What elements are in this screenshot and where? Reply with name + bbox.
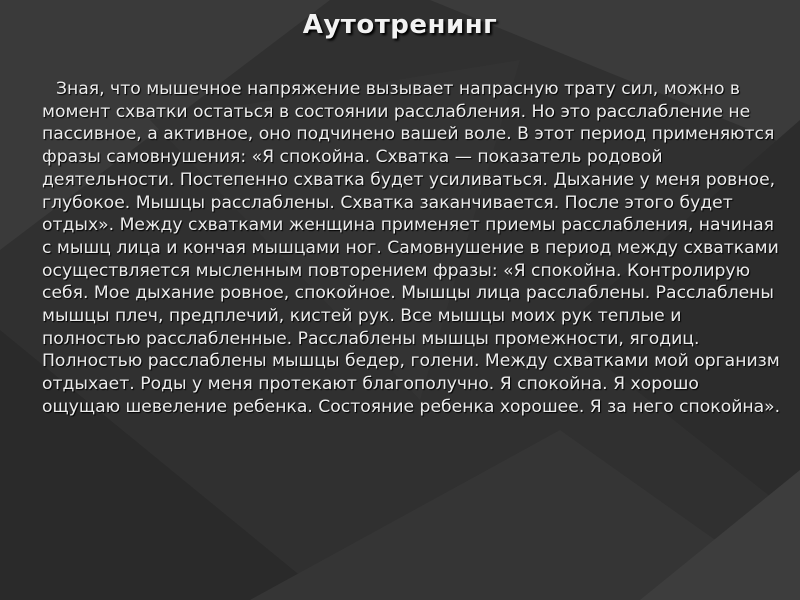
slide-body-text: Зная, что мышечное напряжение вызывает напрасную трату сил, можно в момент схватки остаться в состоянии расслабления. Но это расслабление не пассивное, а активное, оно подчинено вашей воле. В этот период применяются фразы самовнушения: «Я спокойна. Схватка — показатель родовой деятельности. Постепенно схватка будет усиливаться. Дыхание у меня ровное, глубокое. Мышцы расслаблены. Схватка заканчивается. После этого будет отдых». Между схватками женщина применяет приемы расслабления, начиная с мышц лица и кончая мышцами ног. Самовнушение в период между схватками осуществляется мысленным повторением фразы: «Я спокойна. Контролирую себя. Мое дыхание ровное, спокойное. Мышцы лица расслаблены. Расслаблены мышцы плеч, предплечий, кистей рук. Все мышцы моих рук теплые и полностью расслабленные. Расслаблены мышцы промежности, ягодиц. Полностью расслаблены мышцы бедер, голени. Между схватками мой организм отдыхает. Роды у меня протекают благополучно. Я спокойна. Я хорошо ощущаю шевеление ребенка. Состояние ребенка хорошее. Я за него спокойна». bbox=[42, 79, 781, 417]
slide-title: Аутотренинг bbox=[302, 10, 498, 40]
